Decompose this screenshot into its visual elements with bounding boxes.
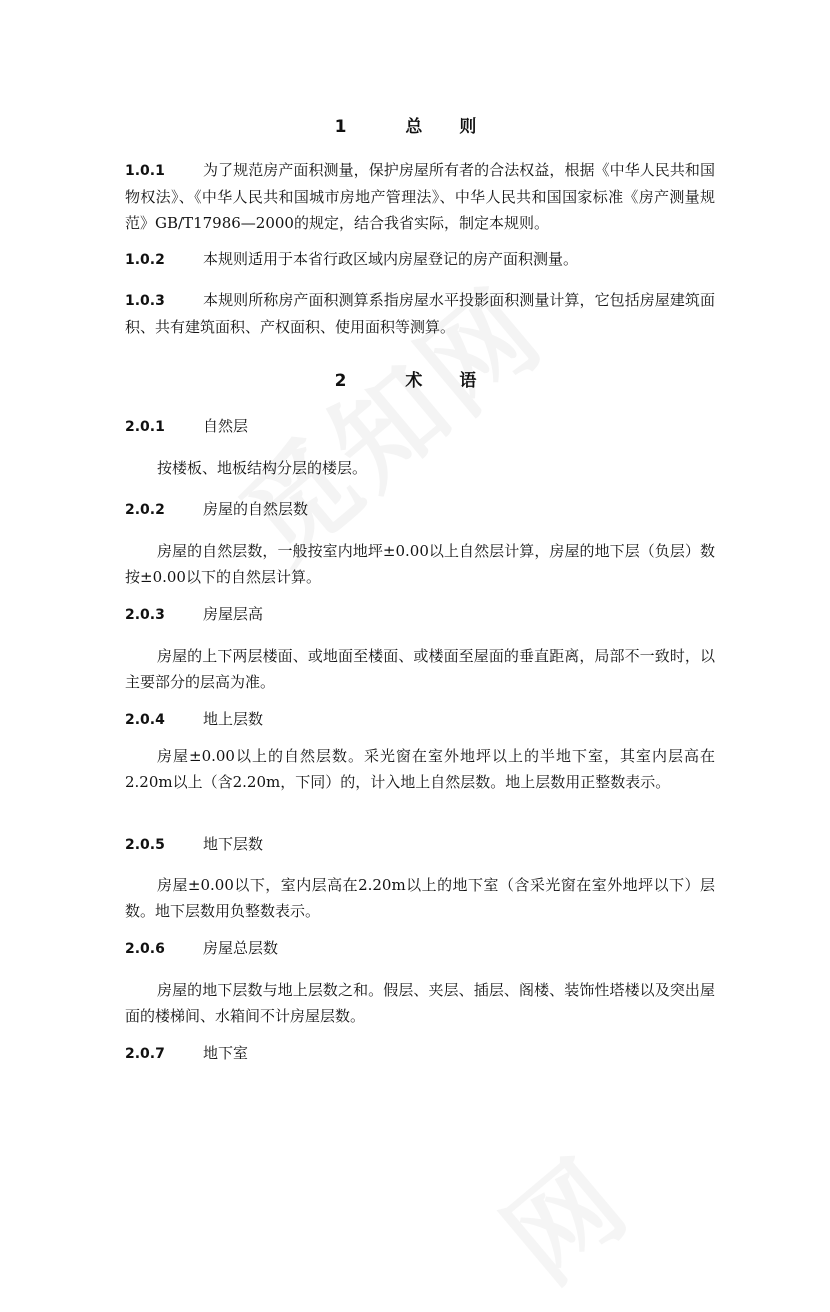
clause-1-0-1 (125, 157, 715, 236)
term-name: 自然层 (203, 417, 249, 435)
clause-number: 1.0.2 (125, 252, 165, 268)
section-number: 1 (334, 117, 348, 137)
term-name: 地下室 (203, 1044, 249, 1062)
clause-number: 1.0.3 (125, 293, 165, 309)
term-2-0-3 (125, 601, 715, 628)
clause-text: 为了规范房产面积测量，保护房屋所有者的合法权益，根据《中华人民共和国物权法》、《中华人民共和国城市房地产管理法》、中华人民共和国国家标准《房产测量规范》GB/T17986—2000的规定，结合我省实际，制定本规则。 (125, 161, 715, 232)
clause-text: 本规则适用于本省行政区域内房屋登记的房产面积测量。 (203, 250, 579, 268)
clause-number: 2.0.5 (125, 837, 165, 853)
term-2-0-1 (125, 413, 715, 440)
clause-number: 2.0.1 (125, 419, 165, 435)
term-2-0-2 (125, 496, 715, 523)
clause-number: 2.0.7 (125, 1046, 165, 1062)
clause-number: 1.0.1 (125, 163, 165, 179)
term-definition: 房屋±0.00以下，室内层高在2.20m以上的地下室（含采光窗在室外地坪以下）层数。地下层数用负整数表示。 (125, 876, 715, 920)
term-name: 地上层数 (203, 710, 264, 728)
section-title-char: 则 (459, 117, 478, 137)
term-2-0-5 (125, 831, 715, 858)
clause-number: 2.0.2 (125, 502, 165, 518)
clause-number: 2.0.4 (125, 712, 165, 728)
clause-text: 本规则所称房产面积测算系指房屋水平投影面积测量计算，它包括房屋建筑面积、共有建筑面积、产权面积、使用面积等测算。 (125, 291, 715, 336)
section-1-heading (0, 112, 830, 137)
section-title-char: 总 (405, 117, 424, 137)
section-number: 2 (334, 371, 348, 391)
clause-number: 2.0.6 (125, 941, 165, 957)
term-definition: 房屋±0.00以上的自然层数。采光窗在室外地坪以上的半地下室，其室内层高在2.20m以上（含2.20m，下同）的，计入地上自然层数。地上层数用正整数表示。 (125, 747, 715, 791)
term-2-0-4 (125, 706, 715, 733)
section-title-char: 术 (405, 371, 424, 391)
clause-number: 2.0.3 (125, 607, 165, 623)
clause-1-0-2 (125, 246, 715, 273)
term-definition: 房屋的地下层数与地上层数之和。假层、夹层、插层、阁楼、装饰性塔楼以及突出屋面的楼梯间、水箱间不计房屋层数。 (125, 981, 715, 1025)
term-name: 地下层数 (203, 835, 264, 853)
section-title-char: 语 (459, 371, 478, 391)
term-definition: 房屋的上下两层楼面、或地面至楼面、或楼面至屋面的垂直距离，局部不一致时，以主要部分的层高为准。 (125, 647, 715, 691)
term-2-0-6 (125, 935, 715, 962)
clause-1-0-3 (125, 287, 715, 340)
term-2-0-7 (125, 1040, 715, 1067)
term-definition: 房屋的自然层数，一般按室内地坪±0.00以上自然层计算，房屋的地下层（负层）数按±0.00以下的自然层计算。 (125, 542, 715, 586)
section-2-heading (0, 366, 830, 391)
term-name: 房屋层高 (203, 605, 264, 623)
term-name: 房屋总层数 (203, 939, 279, 957)
term-name: 房屋的自然层数 (203, 500, 309, 518)
term-definition: 按楼板、地板结构分层的楼层。 (157, 459, 368, 477)
